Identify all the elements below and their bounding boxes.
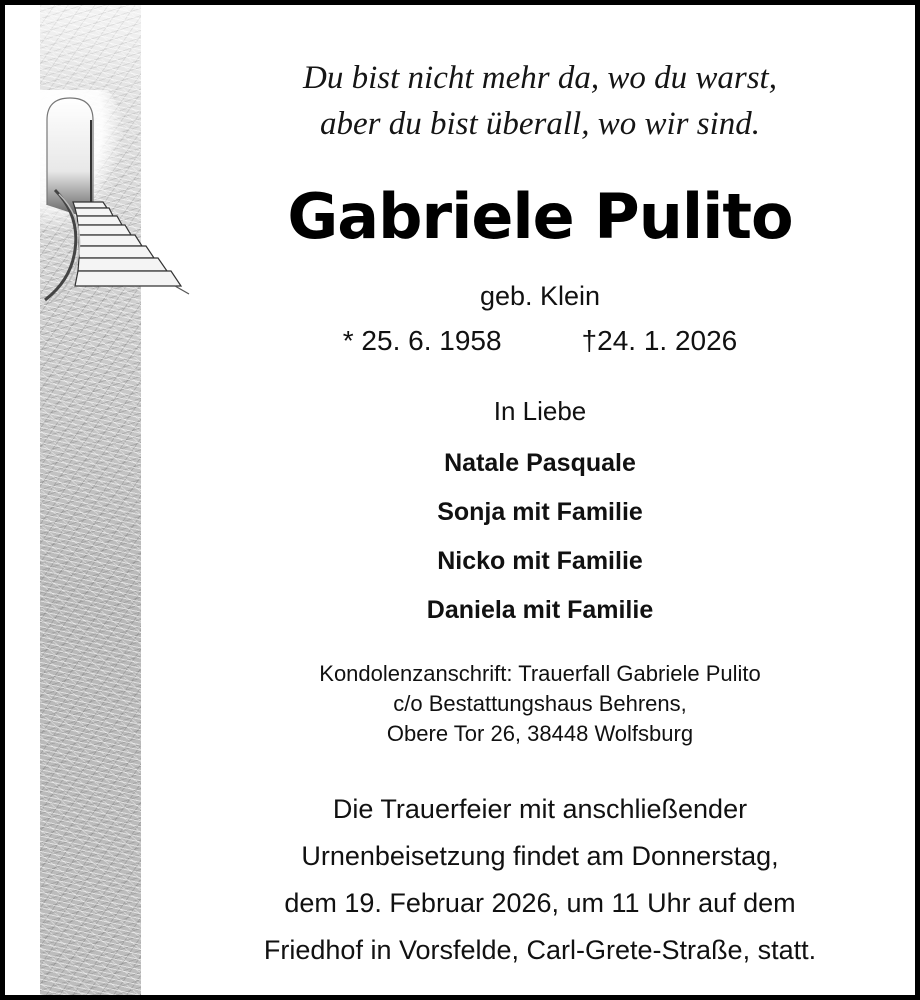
quote-line: Du bist nicht mehr da, wo du warst,: [303, 60, 777, 96]
funeral-ceremony-info: [195, 786, 885, 974]
ceremony-line: dem 19. Februar 2026, um 11 Uhr auf dem: [284, 888, 796, 918]
mourner-name: Nicko mit Familie: [437, 547, 643, 575]
mourner-name: Sonja mit Familie: [437, 498, 643, 526]
birth-star-icon: *: [342, 325, 354, 356]
maiden-name: geb. Klein: [479, 281, 601, 311]
ceremony-line: Friedhof in Vorsfelde, Carl-Grete-Straße, statt.: [263, 935, 817, 965]
mourner-name: Natale Pasquale: [444, 449, 636, 477]
mourners-intro: In Liebe: [493, 396, 587, 426]
ceremony-line: Urnenbeisetzung findet am Donnerstag,: [301, 841, 779, 871]
death-notice: [5, 5, 915, 995]
memorial-quote: [195, 55, 885, 147]
death-date: [582, 323, 738, 359]
condolence-address: [195, 659, 885, 749]
life-dates: [195, 323, 885, 359]
address-line: Kondolenzanschrift: Trauerfall Gabriele Pulito: [319, 661, 761, 686]
mourner-name: Daniela mit Familie: [426, 596, 654, 624]
mourners-list: [195, 439, 885, 635]
address-line: Obere Tor 26, 38448 Wolfsburg: [386, 721, 694, 746]
ceremony-line: Die Trauerfeier mit anschließender: [332, 794, 748, 824]
staircase-to-doorway-icon: [25, 90, 195, 310]
address-line: c/o Bestattungshaus Behrens,: [393, 691, 687, 716]
quote-line: aber du bist überall, wo wir sind.: [319, 106, 761, 142]
notice-content: [195, 5, 885, 995]
birth-date-value: 25. 6. 1958: [361, 325, 502, 356]
death-date-value: 24. 1. 2026: [597, 325, 738, 356]
deceased-name: Gabriele Pulito: [287, 180, 793, 253]
birth-date: [343, 323, 502, 359]
death-cross-icon: †: [581, 325, 598, 356]
